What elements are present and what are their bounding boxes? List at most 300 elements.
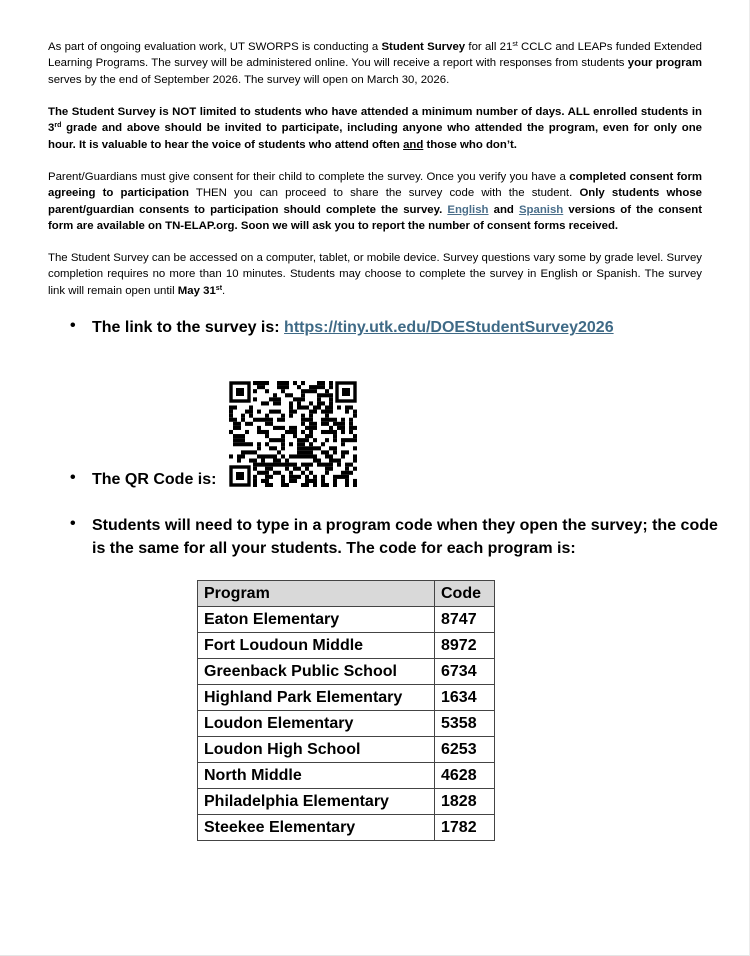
- eligibility-and: and: [403, 138, 424, 151]
- qr-module: [313, 410, 317, 414]
- program-code: 1634: [435, 685, 495, 711]
- qr-module: [353, 459, 357, 463]
- qr-module: [257, 410, 261, 414]
- qr-module: [253, 450, 257, 454]
- qr-module: [253, 479, 257, 483]
- qr-module: [273, 463, 277, 467]
- qr-module: [317, 446, 321, 450]
- qr-module: [317, 401, 321, 405]
- qr-module: [265, 483, 269, 487]
- qr-module: [261, 479, 265, 483]
- qr-module: [281, 483, 285, 487]
- program-name: Greenback Public School: [198, 659, 435, 685]
- qr-module: [277, 401, 281, 405]
- qr-module: [265, 418, 269, 422]
- qr-module: [313, 438, 317, 442]
- qr-module: [241, 450, 245, 454]
- qr-module: [237, 422, 241, 426]
- qr-module: [297, 405, 301, 409]
- qr-module: [325, 389, 329, 393]
- qr-module: [345, 450, 349, 454]
- qr-module: [309, 454, 313, 458]
- code-instruction-line-2: is the same for all your students. The code for each program is:: [92, 540, 576, 557]
- qr-module: [329, 454, 333, 458]
- qr-module: [281, 414, 285, 418]
- program-name: Eaton Elementary: [198, 607, 435, 633]
- qr-module: [301, 393, 305, 397]
- qr-module: [325, 418, 329, 422]
- qr-module: [269, 454, 273, 458]
- qr-module: [329, 405, 333, 409]
- qr-module: [289, 471, 293, 475]
- consent-text-1: Parent/Guardians must give consent for their child to complete the survey. Once you verify you have a: [48, 171, 570, 183]
- qr-module: [269, 418, 273, 422]
- qr-module: [341, 471, 345, 475]
- qr-module: [329, 401, 333, 405]
- qr-module: [289, 426, 293, 430]
- program-code: 6734: [435, 659, 495, 685]
- qr-module: [237, 442, 241, 446]
- qr-module: [337, 475, 341, 479]
- qr-module: [229, 410, 233, 414]
- qr-module: [265, 471, 269, 475]
- header-program: Program: [198, 581, 435, 607]
- qr-module: [285, 459, 289, 463]
- qr-module: [273, 401, 277, 405]
- qr-module: [341, 442, 345, 446]
- qr-module: [233, 442, 237, 446]
- qr-module: [349, 426, 353, 430]
- qr-module: [313, 426, 317, 430]
- qr-module: [229, 454, 233, 458]
- qr-module: [337, 426, 341, 430]
- program-code-table: [197, 580, 495, 841]
- qr-module: [261, 454, 265, 458]
- qr-module: [325, 405, 329, 409]
- qr-module: [249, 442, 253, 446]
- qr-module: [253, 418, 257, 422]
- qr-module: [293, 426, 297, 430]
- qr-module: [321, 475, 325, 479]
- qr-module: [329, 385, 333, 389]
- qr-module: [353, 454, 357, 458]
- qr-module: [321, 410, 325, 414]
- survey-link-bullet: [92, 316, 614, 339]
- qr-module: [317, 459, 321, 463]
- qr-module: [245, 442, 249, 446]
- qr-module: [249, 422, 253, 426]
- qr-module: [301, 422, 305, 426]
- qr-module: [253, 381, 257, 385]
- qr-module: [277, 385, 281, 389]
- qr-module: [237, 426, 241, 430]
- consent-bold-3: versions of the consent form are available on TN-ELAP.org. Soon we will ask you to report the number of consent forms received.: [48, 203, 702, 233]
- qr-module: [329, 397, 333, 401]
- qr-module: [325, 438, 329, 442]
- qr-module: [353, 479, 357, 483]
- qr-module: [297, 475, 301, 479]
- qr-module: [325, 467, 329, 471]
- program-name: Loudon High School: [198, 737, 435, 763]
- table-row: [198, 737, 495, 763]
- qr-module: [309, 385, 313, 389]
- qr-module: [257, 385, 261, 389]
- qr-module: [345, 475, 349, 479]
- qr-module: [345, 405, 349, 409]
- qr-module: [265, 479, 269, 483]
- table-row: [198, 815, 495, 841]
- qr-module: [333, 479, 337, 483]
- qr-module: [241, 418, 245, 422]
- qr-module: [337, 405, 341, 409]
- qr-module: [313, 459, 317, 463]
- qr-module: [321, 418, 325, 422]
- table-row: [198, 711, 495, 737]
- qr-module: [305, 454, 309, 458]
- qr-module: [249, 410, 253, 414]
- qr-module: [289, 430, 293, 434]
- qr-module: [293, 430, 297, 434]
- qr-module: [297, 442, 301, 446]
- qr-module: [277, 418, 281, 422]
- qr-module: [245, 430, 249, 434]
- qr-module: [305, 446, 309, 450]
- qr-module: [285, 385, 289, 389]
- qr-module: [345, 438, 349, 442]
- qr-module: [297, 454, 301, 458]
- spanish-consent-link[interactable]: Spanish: [518, 203, 564, 216]
- qr-module: [245, 410, 249, 414]
- qr-module: [293, 410, 297, 414]
- qr-module: [317, 381, 321, 385]
- qr-module: [237, 434, 241, 438]
- qr-module: [313, 446, 317, 450]
- table-row: [198, 789, 495, 815]
- qr-module: [301, 418, 305, 422]
- eligibility-text-3: those who don’t.: [423, 138, 517, 151]
- intro-sup: st: [512, 41, 518, 48]
- consent-bold-2: Only students whose parent/guardian consents to participation should complete the survey.: [48, 187, 702, 216]
- qr-module: [305, 426, 309, 430]
- table-row: [198, 685, 495, 711]
- qr-module: [289, 401, 293, 405]
- qr-module: [257, 471, 261, 475]
- qr-module: [313, 422, 317, 426]
- qr-module: [261, 381, 265, 385]
- qr-module: [241, 434, 245, 438]
- qr-module: [321, 463, 325, 467]
- program-name: Fort Loudoun Middle: [198, 633, 435, 659]
- table-header-row: [198, 581, 495, 607]
- english-consent-link[interactable]: English: [447, 203, 489, 216]
- qr-module: [257, 381, 261, 385]
- qr-module: [261, 401, 265, 405]
- qr-module: [321, 430, 325, 434]
- qr-module: [321, 381, 325, 385]
- qr-module: [273, 454, 277, 458]
- qr-module: [305, 438, 309, 442]
- qr-module: [277, 381, 281, 385]
- qr-module: [341, 422, 345, 426]
- qr-module: [289, 393, 293, 397]
- qr-module: [261, 459, 265, 463]
- qr-module: [297, 446, 301, 450]
- qr-module: [277, 463, 281, 467]
- qr-module: [329, 381, 333, 385]
- qr-module: [265, 401, 269, 405]
- qr-module: [253, 475, 257, 479]
- qr-module: [305, 475, 309, 479]
- qr-module: [273, 471, 277, 475]
- qr-module: [353, 446, 357, 450]
- program-name: North Middle: [198, 763, 435, 789]
- consent-and: and: [488, 203, 519, 216]
- qr-module: [309, 479, 313, 483]
- qr-module: [313, 405, 317, 409]
- qr-module: [233, 405, 237, 409]
- qr-module: [305, 389, 309, 393]
- qr-module: [253, 459, 257, 463]
- qr-module: [329, 463, 333, 467]
- qr-module: [325, 454, 329, 458]
- qr-module: [261, 471, 265, 475]
- qr-module: [305, 483, 309, 487]
- qr-module: [229, 414, 233, 418]
- qr-module: [277, 450, 281, 454]
- qr-module: [333, 434, 337, 438]
- qr-module: [341, 475, 345, 479]
- qr-module: [345, 410, 349, 414]
- qr-module: [301, 414, 305, 418]
- qr-module: [301, 389, 305, 393]
- qr-module: [325, 471, 329, 475]
- qr-module: [249, 459, 253, 463]
- program-code: 8972: [435, 633, 495, 659]
- qr-module: [281, 442, 285, 446]
- qr-module: [257, 426, 261, 430]
- qr-module: [281, 418, 285, 422]
- qr-module: [309, 434, 313, 438]
- table-row: [198, 763, 495, 789]
- qr-module: [325, 463, 329, 467]
- bullet-marker-codes: •: [70, 515, 76, 532]
- qr-module: [273, 393, 277, 397]
- qr-module: [293, 434, 297, 438]
- eligibility-text-2: grade and above should be invited to participate, including anyone who attended the program, even for only one hour. It is valuable to hear the voice of students who attend often: [48, 122, 702, 151]
- program-code: 5358: [435, 711, 495, 737]
- qr-module: [245, 422, 249, 426]
- qr-module: [233, 434, 237, 438]
- qr-module: [261, 385, 265, 389]
- qr-module: [281, 385, 285, 389]
- program-name: Philadelphia Elementary: [198, 789, 435, 815]
- qr-module: [253, 463, 257, 467]
- qr-module: [281, 381, 285, 385]
- qr-module: [297, 401, 301, 405]
- qr-module: [329, 467, 333, 471]
- qr-module: [353, 410, 357, 414]
- qr-module: [345, 479, 349, 483]
- qr-module: [293, 479, 297, 483]
- qr-module: [293, 454, 297, 458]
- qr-module: [265, 389, 269, 393]
- intro-text-2: for all 21: [465, 41, 513, 53]
- qr-module: [301, 471, 305, 475]
- qr-module: [333, 438, 337, 442]
- qr-module: [305, 405, 309, 409]
- survey-link-label: The link to the survey is:: [92, 319, 285, 336]
- qr-module: [269, 446, 273, 450]
- qr-module: [281, 454, 285, 458]
- intro-text-3: CCLC and LEAPs funded Extended Learning Programs. The survey will be administered online. You will receive a report with responses from students: [48, 41, 702, 70]
- qr-module: [325, 483, 329, 487]
- qr-module: [329, 430, 333, 434]
- consent-text-2: THEN you can proceed to share the survey code with the student.: [188, 187, 580, 200]
- qr-module: [353, 483, 357, 487]
- qr-module: [333, 418, 337, 422]
- qr-module: [273, 410, 277, 414]
- qr-module: [273, 426, 277, 430]
- qr-module: [301, 442, 305, 446]
- qr-module: [333, 422, 337, 426]
- qr-module: [313, 479, 317, 483]
- qr-module: [341, 430, 345, 434]
- program-name: Highland Park Elementary: [198, 685, 435, 711]
- qr-module: [289, 463, 293, 467]
- qr-module: [289, 410, 293, 414]
- qr-module: [265, 475, 269, 479]
- qr-module: [321, 442, 325, 446]
- qr-module: [349, 422, 353, 426]
- qr-module: [309, 446, 313, 450]
- qr-module: [285, 430, 289, 434]
- qr-module: [285, 393, 289, 397]
- qr-module: [353, 467, 357, 471]
- qr-module: [233, 422, 237, 426]
- qr-module: [301, 446, 305, 450]
- qr-module: [345, 471, 349, 475]
- qr-module: [341, 454, 345, 458]
- qr-module: [329, 459, 333, 463]
- qr-module: [313, 483, 317, 487]
- qr-module: [285, 467, 289, 471]
- program-code: 1828: [435, 789, 495, 815]
- qr-module: [301, 454, 305, 458]
- qr-module: [353, 426, 357, 430]
- qr-module: [297, 385, 301, 389]
- qr-module: [329, 393, 333, 397]
- intro-text-4: serves by the end of September 2026. The survey will open on March 30, 2026.: [48, 73, 450, 86]
- qr-module: [305, 479, 309, 483]
- qr-module: [309, 471, 313, 475]
- qr-module: [333, 450, 337, 454]
- consent-paragraph: [48, 169, 702, 235]
- qr-module: [269, 438, 273, 442]
- qr-module: [273, 459, 277, 463]
- qr-module: [289, 475, 293, 479]
- qr-module: [265, 442, 269, 446]
- qr-module: [309, 422, 313, 426]
- qr-module: [325, 430, 329, 434]
- qr-module: [333, 475, 337, 479]
- qr-module: [301, 430, 305, 434]
- qr-module: [273, 446, 277, 450]
- qr-module: [237, 454, 241, 458]
- consent-bold-1: completed consent form agreeing to participation: [48, 171, 703, 200]
- qr-module: [325, 414, 329, 418]
- qr-module: [309, 414, 313, 418]
- qr-module: [245, 450, 249, 454]
- qr-module: [289, 454, 293, 458]
- qr-module: [265, 430, 269, 434]
- bullet-marker-qr: •: [70, 469, 76, 486]
- qr-module: [233, 426, 237, 430]
- qr-module: [309, 430, 313, 434]
- qr-module: [265, 454, 269, 458]
- qr-module: [281, 389, 285, 393]
- qr-module: [257, 463, 261, 467]
- program-code: 4628: [435, 763, 495, 789]
- qr-module: [341, 418, 345, 422]
- access-text-1: The Student Survey can be accessed on a computer, tablet, or mobile device. Survey questions vary some by grade level. Survey completion requires no more than 10 minutes. Students may choose to complete the survey in English or Spanish. The survey link will remain open until: [48, 252, 702, 297]
- qr-module: [241, 438, 245, 442]
- qr-module: [285, 483, 289, 487]
- qr-module: [277, 410, 281, 414]
- qr-module: [349, 463, 353, 467]
- qr-module: [329, 426, 333, 430]
- qr-module: [301, 483, 305, 487]
- qr-module: [265, 463, 269, 467]
- eligibility-sup: rd: [54, 122, 62, 130]
- qr-module: [321, 422, 325, 426]
- qr-module: [301, 463, 305, 467]
- qr-module: [289, 414, 293, 418]
- qr-module: [297, 438, 301, 442]
- qr-module: [233, 438, 237, 442]
- qr-module: [333, 430, 337, 434]
- qr-module: [349, 418, 353, 422]
- qr-module: [257, 454, 261, 458]
- qr-module: [269, 422, 273, 426]
- qr-module: [301, 438, 305, 442]
- table-row: [198, 633, 495, 659]
- qr-module: [325, 410, 329, 414]
- qr-module: [321, 401, 325, 405]
- qr-module: [309, 401, 313, 405]
- qr-module: [265, 467, 269, 471]
- qr-module: [309, 450, 313, 454]
- qr-module: [313, 389, 317, 393]
- qr-module: [341, 450, 345, 454]
- qr-module: [269, 463, 273, 467]
- qr-module: [257, 418, 261, 422]
- qr-module: [265, 434, 269, 438]
- qr-module: [329, 418, 333, 422]
- qr-module: [289, 479, 293, 483]
- qr-module: [309, 463, 313, 467]
- qr-module: [309, 442, 313, 446]
- qr-module: [353, 414, 357, 418]
- qr-module: [349, 438, 353, 442]
- survey-link[interactable]: https://tiny.utk.edu/DOEStudentSurvey2026: [284, 319, 614, 336]
- access-text-2: .: [222, 284, 226, 297]
- bullet-marker-link: •: [70, 317, 76, 334]
- qr-module: [317, 463, 321, 467]
- qr-module: [309, 426, 313, 430]
- qr-module: [265, 422, 269, 426]
- qr-module: [341, 426, 345, 430]
- qr-module: [321, 479, 325, 483]
